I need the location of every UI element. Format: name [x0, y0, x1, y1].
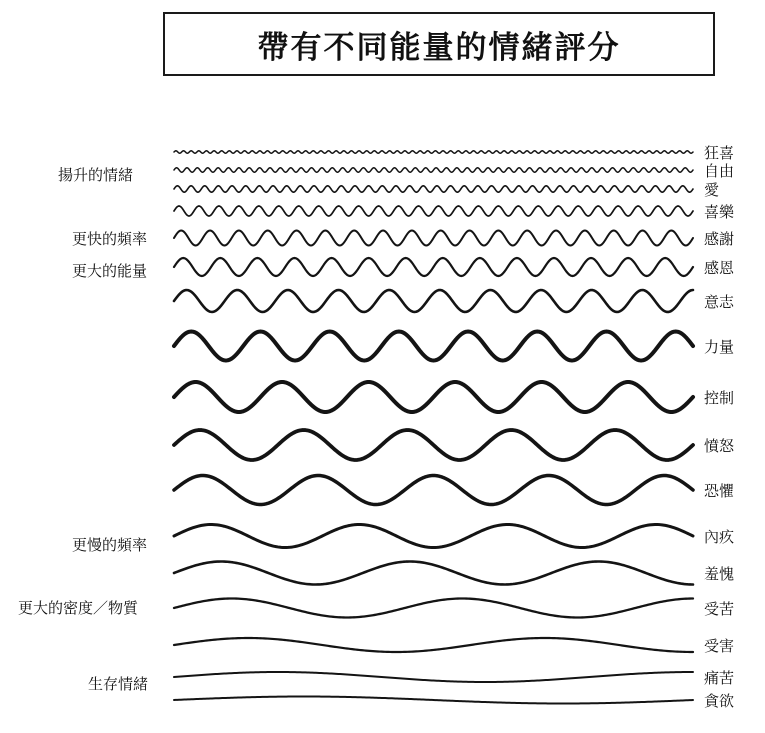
- wave-10: [174, 430, 693, 460]
- emotion-label-3: 愛: [704, 181, 720, 199]
- emotion-label-7: 意志: [704, 293, 735, 311]
- left-label-greater-energy: 更大的能量: [72, 262, 148, 280]
- wave-9: [174, 382, 693, 412]
- emotion-label-13: 羞愧: [704, 565, 735, 583]
- emotion-label-11: 恐懼: [704, 482, 735, 500]
- emotion-label-4: 喜樂: [704, 203, 735, 221]
- left-label-greater-density-matter: 更大的密度／物質: [18, 599, 139, 617]
- wave-6: [174, 258, 693, 276]
- wave-14: [174, 599, 693, 618]
- wave-13: [174, 562, 693, 585]
- wave-2: [174, 168, 693, 172]
- emotion-label-8: 力量: [704, 338, 735, 356]
- wave-15: [174, 638, 693, 652]
- diagram-title: 帶有不同能量的情緒評分: [257, 29, 621, 66]
- wave-5: [174, 231, 693, 246]
- emotion-label-14: 受苦: [704, 600, 735, 618]
- emotion-label-1: 狂喜: [704, 144, 735, 162]
- wave-4: [174, 206, 693, 216]
- wave-1: [174, 151, 693, 153]
- wave-3: [174, 186, 693, 192]
- emotion-label-2: 自由: [704, 162, 735, 180]
- emotion-label-5: 感謝: [704, 230, 735, 248]
- wave-16: [174, 672, 693, 682]
- left-label-faster-frequency: 更快的頻率: [72, 230, 148, 248]
- emotion-label-17: 貪欲: [704, 692, 735, 710]
- wave-8: [174, 332, 693, 361]
- wave-11: [174, 476, 693, 505]
- left-label-slower-frequency: 更慢的頻率: [72, 536, 148, 554]
- wave-7: [174, 290, 693, 312]
- emotion-label-12: 內疚: [704, 528, 735, 546]
- left-label-survival-emotions: 生存情緒: [88, 675, 149, 693]
- emotion-label-15: 受害: [704, 637, 735, 655]
- wave-12: [174, 525, 693, 548]
- wave-17: [174, 697, 693, 704]
- emotion-label-16: 痛苦: [704, 669, 735, 687]
- left-label-ascending-emotions: 揚升的情緒: [58, 166, 134, 184]
- emotion-label-10: 憤怒: [704, 437, 735, 455]
- emotion-label-6: 感恩: [704, 259, 735, 277]
- emotion-label-9: 控制: [704, 389, 735, 407]
